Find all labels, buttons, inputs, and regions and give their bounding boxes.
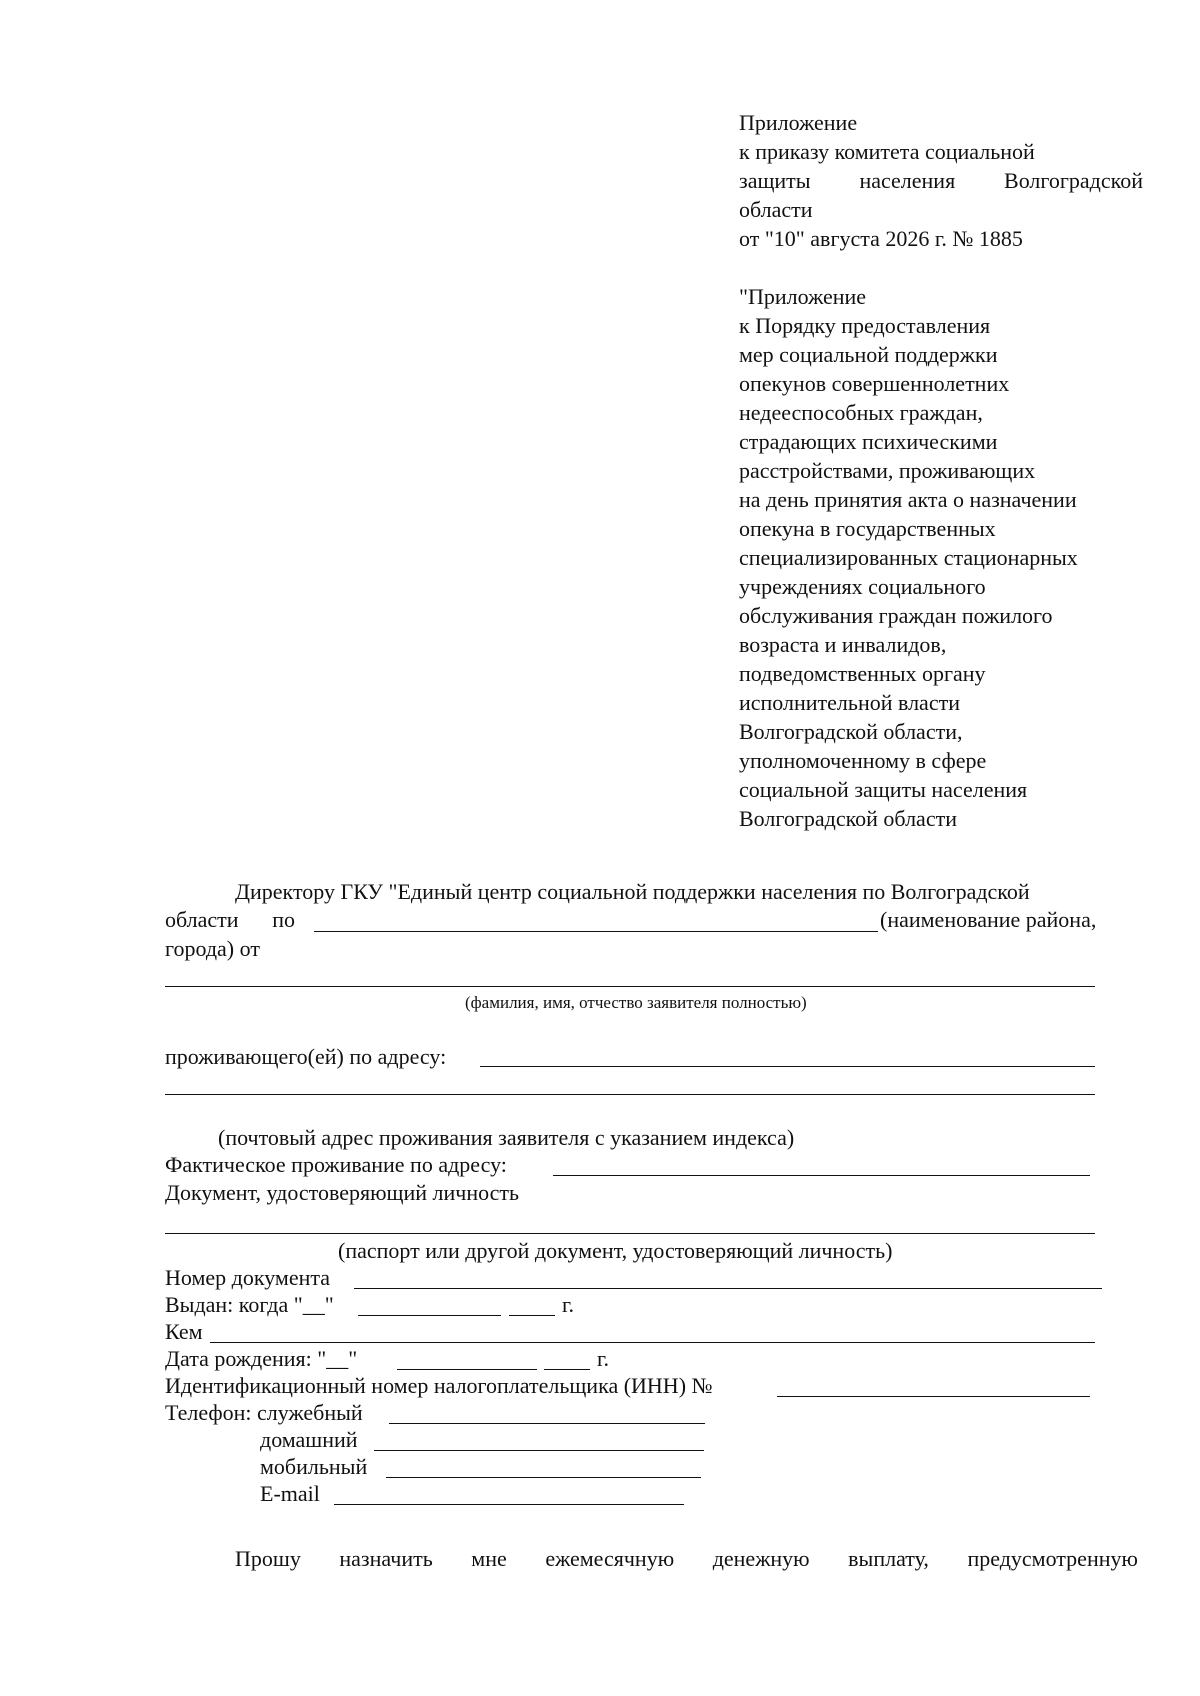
header-line: обслуживания граждан пожилого bbox=[739, 603, 1053, 628]
header-line: опекунов совершеннолетних bbox=[739, 371, 1010, 396]
header-line: недееспособных граждан, bbox=[739, 400, 983, 425]
postal-address-hint: (почтовый адрес проживания заявителя с указанием индекса) bbox=[218, 1125, 795, 1150]
header-word: Волгоградской bbox=[1004, 168, 1143, 193]
district-hint: (наименование района, bbox=[880, 907, 1097, 932]
city-from-label: города) от bbox=[165, 936, 260, 961]
header-line: расстройствами, проживающих bbox=[739, 458, 1036, 483]
header-line: к Порядку предоставления bbox=[739, 313, 991, 338]
header-line: уполномоченному в сфере bbox=[739, 748, 987, 773]
addressee-oblast bbox=[165, 907, 295, 933]
issued-by-field[interactable] bbox=[210, 1342, 1095, 1343]
po-word: по bbox=[272, 907, 295, 932]
header-line: на день принятия акта о назначении bbox=[739, 487, 1077, 512]
residence-address-field-2[interactable] bbox=[165, 1094, 1095, 1095]
birth-year-suffix: г. bbox=[597, 1346, 610, 1371]
fio-hint: (фамилия, имя, отчество заявителя полностью) bbox=[465, 993, 807, 1012]
district-field[interactable] bbox=[314, 931, 878, 932]
header-line: опекуна в государственных bbox=[739, 516, 996, 541]
header-line: специализированных стационарных bbox=[739, 545, 1078, 570]
request-word: предусмотренную bbox=[967, 1546, 1138, 1571]
request-paragraph bbox=[235, 1546, 1138, 1572]
actual-residence-field[interactable] bbox=[553, 1175, 1090, 1176]
applicant-fio-field[interactable] bbox=[165, 986, 1095, 987]
header-line: исполнительной власти bbox=[739, 690, 960, 715]
phone-mobile-field[interactable] bbox=[386, 1477, 701, 1478]
phone-work-field[interactable] bbox=[389, 1423, 705, 1424]
header-line: к приказу комитета социальной bbox=[739, 139, 1035, 164]
request-word: мне bbox=[471, 1546, 507, 1571]
birth-date-label: Дата рождения: "__" bbox=[165, 1346, 358, 1371]
birth-year-field[interactable] bbox=[544, 1369, 590, 1370]
issued-when-label: Выдан: когда "__" bbox=[165, 1292, 334, 1317]
header-line: подведомственных органу bbox=[739, 661, 986, 686]
request-word: назначить bbox=[339, 1546, 433, 1571]
header-line: "Приложение bbox=[739, 284, 867, 309]
header-line: области bbox=[739, 197, 813, 222]
issued-year-field[interactable] bbox=[509, 1315, 555, 1316]
request-word: выплату, bbox=[848, 1546, 929, 1571]
phone-work-label: Телефон: служебный bbox=[165, 1400, 363, 1425]
oblast-word: области bbox=[165, 907, 239, 932]
residing-label: проживающего(ей) по адресу: bbox=[165, 1044, 447, 1069]
phone-home-field[interactable] bbox=[374, 1450, 704, 1451]
header-line: Волгоградской области, bbox=[739, 719, 963, 744]
issued-by-label: Кем bbox=[165, 1319, 203, 1344]
header-line: страдающих психическими bbox=[739, 429, 998, 454]
request-word: Прошу bbox=[235, 1546, 301, 1571]
id-document-field[interactable] bbox=[165, 1233, 1095, 1234]
header-line: мер социальной поддержки bbox=[739, 342, 998, 367]
email-label: E-mail bbox=[260, 1481, 320, 1506]
order-date-number: от "10" августа 2026 г. № 1885 bbox=[739, 226, 1023, 251]
id-document-label: Документ, удостоверяющий личность bbox=[165, 1180, 520, 1205]
header-word: защиты bbox=[739, 168, 811, 193]
phone-home-label: домашний bbox=[260, 1427, 358, 1452]
header-line: учреждениях социального bbox=[739, 574, 986, 599]
header-line: Волгоградской области bbox=[739, 806, 957, 831]
header-line: Приложение bbox=[739, 110, 858, 135]
header-line: социальной защиты населения bbox=[739, 777, 1028, 802]
doc-number-field[interactable] bbox=[354, 1288, 1102, 1289]
request-word: денежную bbox=[712, 1546, 810, 1571]
header-word: населения bbox=[859, 168, 956, 193]
inn-label: Идентификационный номер налогоплательщика (ИНН) № bbox=[165, 1373, 713, 1398]
email-field[interactable] bbox=[334, 1504, 684, 1505]
phone-mobile-label: мобильный bbox=[260, 1454, 368, 1479]
header-justified-line bbox=[739, 166, 1143, 195]
request-word: ежемесячную bbox=[545, 1546, 675, 1571]
actual-residence-label: Фактическое проживание по адресу: bbox=[165, 1152, 507, 1177]
issued-month-field[interactable] bbox=[358, 1315, 501, 1316]
issued-year-suffix: г. bbox=[562, 1292, 575, 1317]
inn-field[interactable] bbox=[777, 1396, 1090, 1397]
birth-month-field[interactable] bbox=[397, 1369, 537, 1370]
residence-address-field[interactable] bbox=[480, 1066, 1095, 1067]
passport-hint: (паспорт или другой документ, удостоверяющий личность) bbox=[338, 1238, 893, 1263]
header-line: возраста и инвалидов, bbox=[739, 632, 947, 657]
addressee-director: Директору ГКУ "Единый центр социальной поддержки населения по Волгоградской bbox=[235, 879, 1030, 904]
doc-number-label: Номер документа bbox=[165, 1265, 331, 1290]
appendix-header bbox=[739, 108, 1143, 833]
